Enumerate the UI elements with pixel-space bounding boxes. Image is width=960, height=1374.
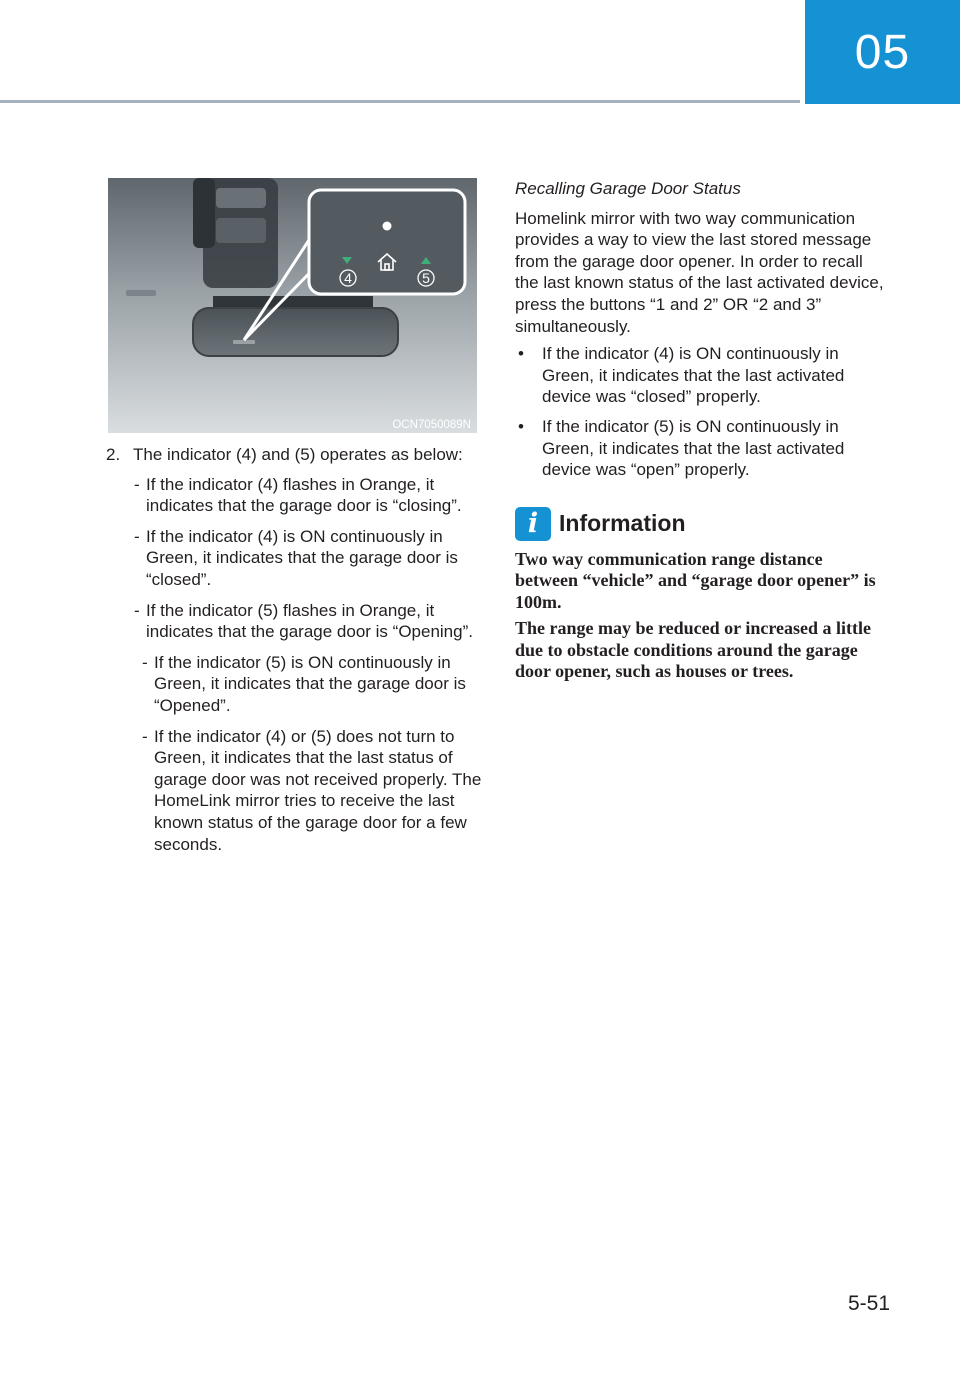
callout-4-label: 4: [344, 270, 352, 286]
mirror-illustration: [108, 178, 477, 433]
list-item: - If the indicator (5) flashes in Orange, it indicates that the garage door is “Opening”.: [134, 600, 473, 642]
step-number: 2.: [106, 445, 121, 464]
page-number: 5-51: [847, 1292, 890, 1315]
header-rule: [0, 100, 800, 103]
figure-caption: OCN7050089N: [392, 419, 471, 431]
info-paragraph: The range may be reduced or increased a little due to obstacle conditions around the garage door opener, such as houses or trees.: [515, 618, 871, 682]
list-item: - If the indicator (4) is ON continuously in Green, it indicates that the garage door is “closed”.: [134, 526, 458, 589]
section-heading: Recalling Garage Door Status: [515, 179, 741, 198]
information-body: [515, 549, 890, 683]
chapter-tab: [805, 0, 960, 104]
left-column: [106, 444, 484, 864]
list-item: • If the indicator (4) is ON continuously in Green, it indicates that the last activated device was “closed” properly.: [518, 344, 845, 407]
step-text: The indicator (4) and (5) operates as below:: [133, 445, 463, 464]
list-item: - If the indicator (4) flashes in Orange, it indicates that the garage door is “closing”.: [134, 474, 462, 516]
information-title: Information: [559, 509, 686, 536]
right-column: [515, 178, 890, 688]
indicator-list: [106, 474, 484, 856]
information-header: [515, 507, 890, 541]
step-2: [106, 444, 484, 466]
callout-5-label: 5: [422, 270, 430, 286]
info-icon: i: [515, 507, 551, 541]
list-item: • If the indicator (5) is ON continuously in Green, it indicates that the last activated device was “open” properly.: [518, 416, 845, 480]
intro-paragraph: Homelink mirror with two way communication provides a way to view the last stored message from the garage door opener. In order to recall the last known status of the last activated device, press the buttons “1 and 2” OR “2 and 3” simultaneously.: [515, 208, 884, 336]
status-bullets: [515, 343, 890, 481]
chapter-number: 05: [854, 25, 911, 79]
info-paragraph: Two way communication range distance between “vehicle” and “garage door opener” is 100m.: [515, 548, 876, 612]
mirror-figure: [108, 178, 477, 433]
list-item: - If the indicator (4) or (5) does not turn to Green, it indicates that the last status of garage door was not received properly. The HomeLink mirror tries to receive the last known status of the garage door for a few seconds.: [142, 726, 482, 854]
list-item: - If the indicator (5) is ON continuously in Green, it indicates that the garage door is “Opened”.: [142, 652, 466, 715]
